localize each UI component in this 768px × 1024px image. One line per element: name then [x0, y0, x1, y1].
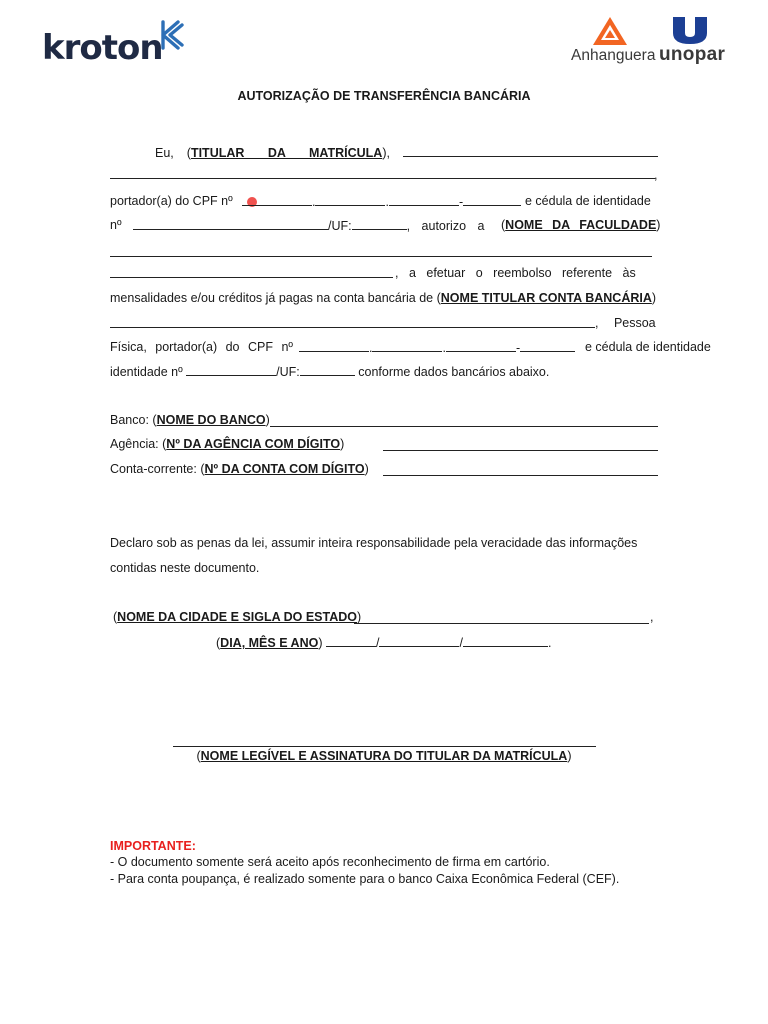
titular-blank-2[interactable]: [110, 178, 655, 179]
kroton-logo: [42, 28, 163, 68]
line-eu: [155, 145, 658, 160]
important-title: IMPORTANTE:: [110, 839, 196, 853]
ano-blank[interactable]: [463, 635, 548, 647]
faculdade-blank[interactable]: [110, 256, 652, 257]
conta-blank[interactable]: [383, 475, 658, 476]
cedula-label: e cédula de identidade: [525, 194, 651, 208]
fisica-text: Física, portador(a) do CPF nº: [110, 340, 293, 354]
identidade-line: identidade nº /UF: conforme dados bancários abaixo.: [110, 365, 550, 379]
banco-line: Banco: (NOME DO BANCO): [110, 413, 270, 427]
mes-blank[interactable]: [379, 635, 459, 647]
kroton-mark-icon: [160, 20, 184, 50]
banco-blank[interactable]: [270, 426, 658, 427]
eu-label: Eu,: [155, 146, 174, 160]
titular-field: (TITULAR DA MATRÍCULA),: [186, 146, 390, 160]
agencia-line: Agência: (Nº DA AGÊNCIA COM DÍGITO): [110, 437, 345, 451]
signature-label: (NOME LEGÍVEL E ASSINATURA DO TITULAR DA MATRÍCULA): [196, 749, 572, 763]
unopar-mark-icon: [670, 15, 710, 45]
anhanguera-wordmark: Anhanguera: [571, 47, 656, 64]
declaration-line-1: Declaro sob as penas da lei, assumir inteira responsabilidade pela veracidade das informações: [110, 536, 638, 550]
rg-blank[interactable]: /UF: , autorizo a: [133, 218, 484, 233]
mensalidades-text: mensalidades e/ou créditos já pagas na conta bancária de (NOME TITULAR CONTA BANCÁRIA): [110, 291, 657, 305]
agencia-blank[interactable]: [383, 450, 658, 451]
cidade-comma: ,: [650, 610, 654, 624]
faculdade-blank-2[interactable]: [110, 266, 393, 281]
unopar-wordmark: unopar: [659, 44, 726, 65]
important-item-1: - O documento somente será aceito após reconhecimento de firma em cartório.: [110, 855, 550, 869]
identidade-blank[interactable]: [186, 364, 276, 376]
uf2-blank[interactable]: [300, 364, 355, 376]
reembolso-text: , a efetuar o reembolso referente às: [395, 266, 636, 280]
comma: ,: [654, 168, 658, 182]
dia-blank[interactable]: [326, 635, 376, 647]
important-item-2: - Para conta poupança, é realizado somente para o banco Caixa Econômica Federal (CEF).: [110, 872, 620, 886]
titular-blank[interactable]: [403, 145, 658, 157]
line-cpf: [110, 194, 233, 208]
anhanguera-mark-icon: [592, 16, 628, 46]
cidade-blank[interactable]: [354, 623, 649, 624]
declaration-line-2: contidas neste documento.: [110, 561, 260, 575]
signature-line[interactable]: [173, 746, 596, 747]
cpf-label: portador(a) do CPF nº: [110, 194, 233, 208]
kroton-wordmark: kroton: [42, 28, 163, 68]
cpf2-blanks[interactable]: . . -: [299, 340, 575, 355]
data-line: (DIA, MÊS E ANO) / / .: [216, 636, 552, 650]
page-title: AUTORIZAÇÃO DE TRANSFERÊNCIA BANCÁRIA: [237, 89, 531, 103]
conta-line: Conta-corrente: (Nº DA CONTA COM DÍGITO): [110, 462, 369, 476]
cpf-blanks[interactable]: . . -: [242, 194, 521, 209]
n-label: nº: [110, 218, 122, 232]
titular-conta-blank[interactable]: [110, 316, 595, 331]
cedula2-label: e cédula de identidade: [585, 340, 711, 354]
cidade-line: (NOME DA CIDADE E SIGLA DO ESTADO): [113, 610, 362, 624]
faculdade-field: (NOME DA FACULDADE): [501, 218, 661, 232]
pessoa-text: , Pessoa: [595, 316, 656, 330]
